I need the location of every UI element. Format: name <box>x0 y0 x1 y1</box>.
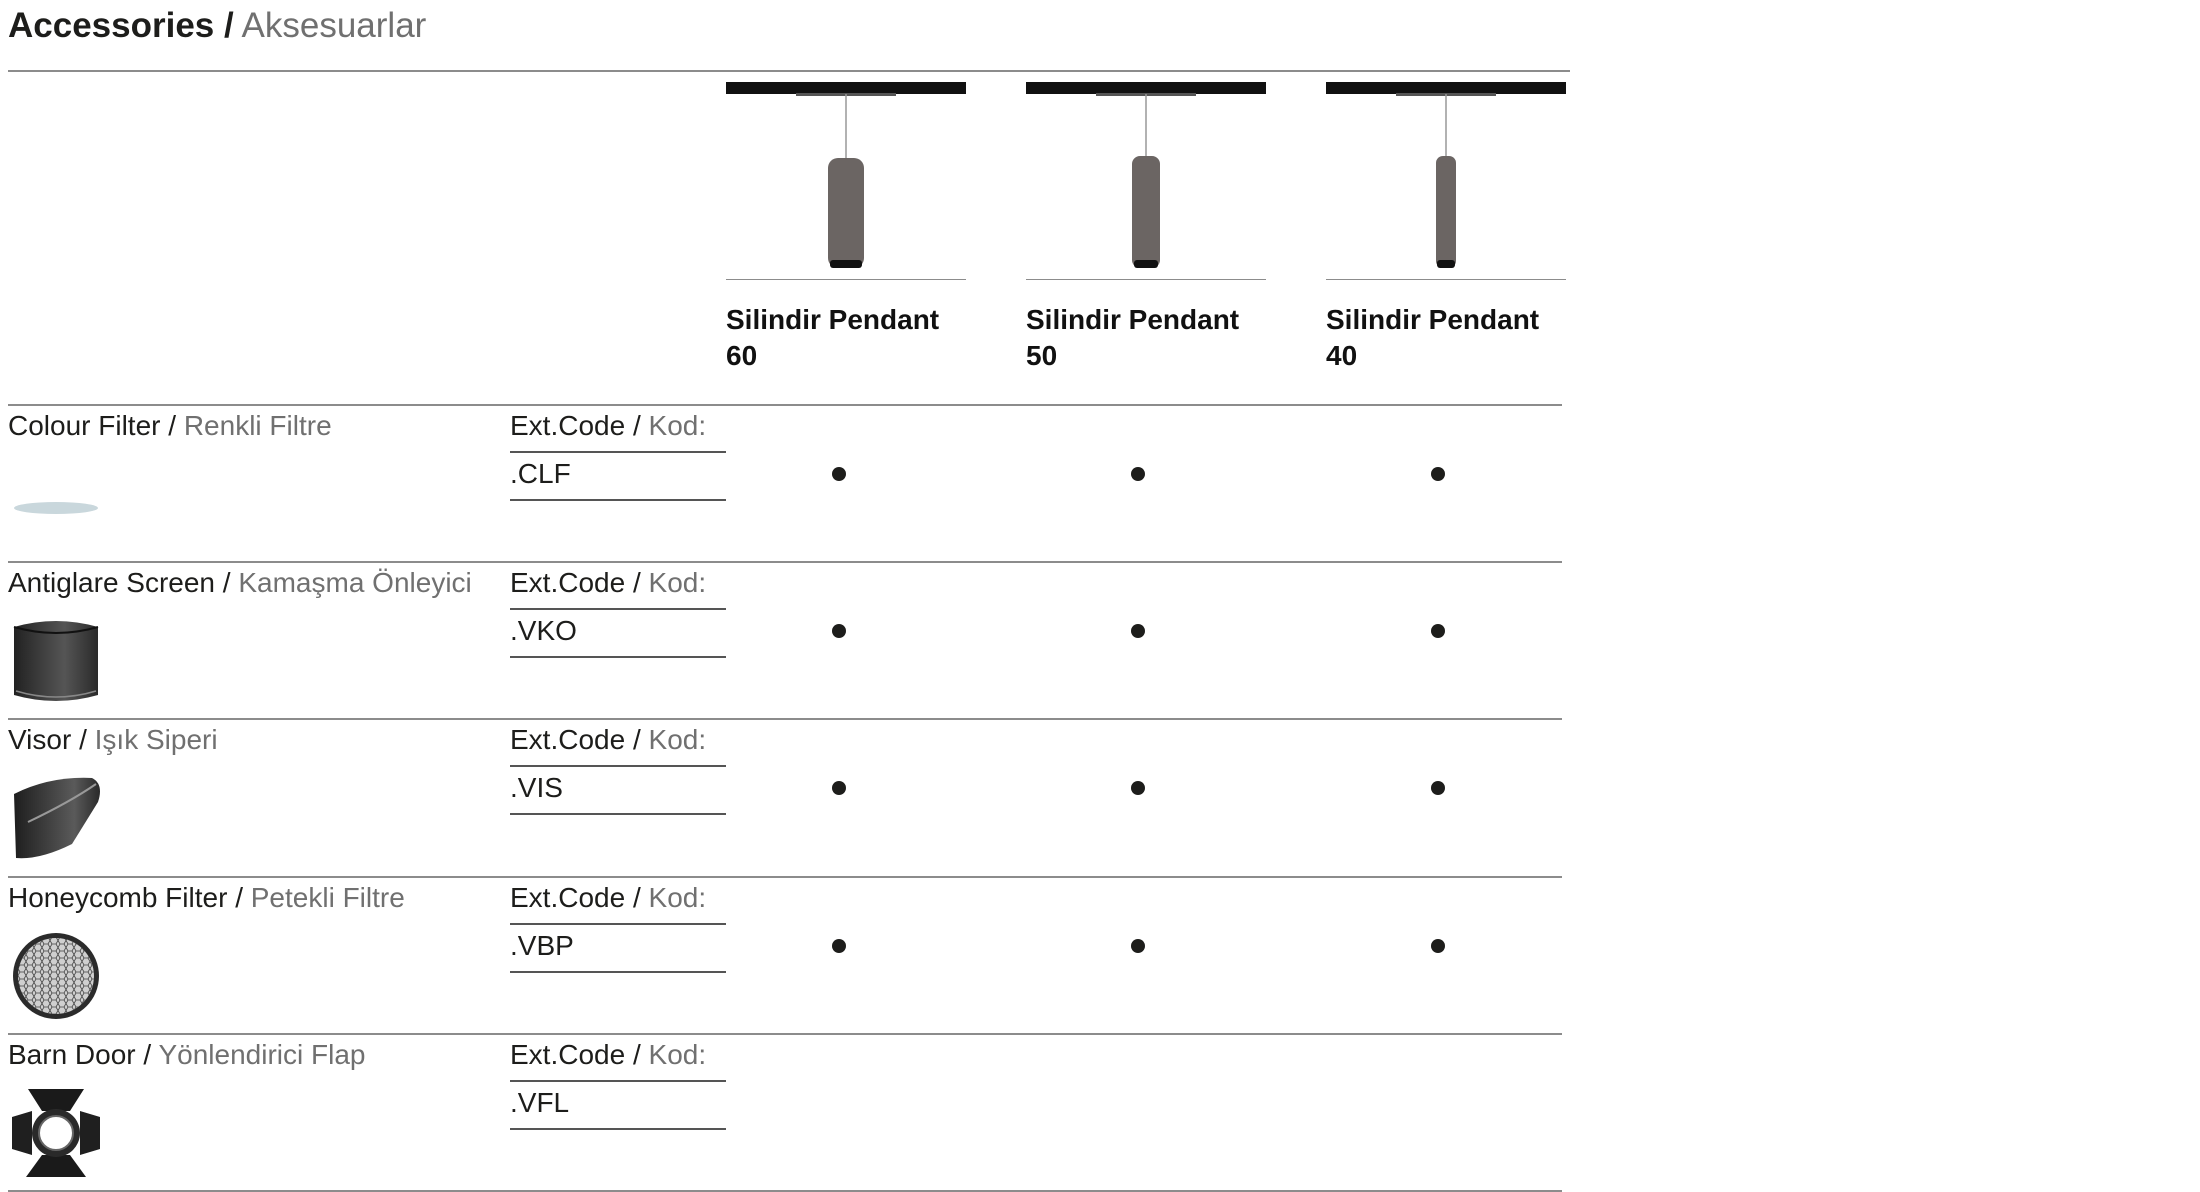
accessory-name <box>8 882 405 914</box>
compatibility-dot-40 <box>1431 624 1445 638</box>
compatibility-dot-60 <box>832 624 846 638</box>
product-name: Silindir Pendant <box>1026 304 1240 335</box>
accessory-row-visor <box>0 720 1562 877</box>
ext-code-en: Ext.Code <box>510 567 626 598</box>
name-separator: / <box>168 410 177 441</box>
header-divider <box>8 70 1570 72</box>
title-separator: / <box>224 6 234 45</box>
ext-code-separator: / <box>632 882 641 913</box>
accessory-row-honeycomb-filter <box>0 878 1562 1035</box>
visor-icon <box>10 772 102 864</box>
accessory-name <box>8 410 332 442</box>
ext-code-tr: Kod: <box>648 724 707 755</box>
code-underline <box>510 923 726 925</box>
ext-code-separator: / <box>632 567 641 598</box>
accessory-name-tr: Renkli Filtre <box>183 410 332 441</box>
accessory-row-barn-door <box>0 1035 1562 1192</box>
ext-code-label <box>510 724 706 756</box>
page-title <box>8 6 426 46</box>
accessory-name-tr: Kamaşma Önleyici <box>238 567 472 598</box>
compatibility-dot-50 <box>1131 467 1145 481</box>
accessory-name-tr: Işık Siperi <box>94 724 218 755</box>
code-underline <box>510 1080 726 1082</box>
ext-code-separator: / <box>632 724 641 755</box>
pendant-40-image <box>1326 80 1566 280</box>
ext-code-label <box>510 410 706 442</box>
accessory-name <box>8 1039 365 1071</box>
code-underline <box>510 499 726 501</box>
code-underline <box>510 813 726 815</box>
compatibility-dot-60 <box>832 939 846 953</box>
title-tr: Aksesuarlar <box>241 6 427 45</box>
accessory-name-en: Barn Door <box>8 1039 136 1070</box>
ext-code-label <box>510 882 706 914</box>
ext-code-en: Ext.Code <box>510 1039 626 1070</box>
ext-code-value: .VBP <box>510 930 574 961</box>
compatibility-dot-50 <box>1131 781 1145 795</box>
accessory-name <box>8 567 472 599</box>
accessory-name <box>8 724 218 756</box>
product-size: 50 <box>1026 340 1058 371</box>
product-size: 60 <box>726 340 758 371</box>
product-name-40 <box>1326 302 1539 374</box>
compatibility-dot-60 <box>832 467 846 481</box>
code-underline <box>510 765 726 767</box>
accessory-name-en: Honeycomb Filter <box>8 882 228 913</box>
accessory-row-colour-filter <box>0 406 1562 563</box>
antiglare-screen-icon <box>10 615 102 707</box>
code-underline <box>510 1128 726 1130</box>
compatibility-dot-60 <box>832 781 846 795</box>
title-en: Accessories <box>8 6 215 45</box>
accessory-name-en: Antiglare Screen <box>8 567 216 598</box>
accessory-name-tr: Petekli Filtre <box>250 882 405 913</box>
product-name: Silindir Pendant <box>1326 304 1540 335</box>
ext-code-tr: Kod: <box>648 410 707 441</box>
compatibility-dot-50 <box>1131 939 1145 953</box>
ext-code-label <box>510 1039 706 1071</box>
name-separator: / <box>222 567 231 598</box>
ext-code-tr: Kod: <box>648 567 707 598</box>
ext-code-value: .CLF <box>510 458 571 489</box>
code-underline <box>510 608 726 610</box>
pendant-60-image <box>726 80 966 280</box>
code-underline <box>510 971 726 973</box>
colour-filter-icon <box>10 458 102 550</box>
name-separator: / <box>235 882 243 913</box>
product-name-60 <box>726 302 939 374</box>
ext-code-separator: / <box>632 410 641 441</box>
accessory-row-antiglare-screen <box>0 563 1562 720</box>
accessory-name-tr: Yönlendirici Flap <box>158 1039 366 1070</box>
product-name-50 <box>1026 302 1239 374</box>
ext-code-tr: Kod: <box>648 1039 707 1070</box>
name-separator: / <box>143 1039 152 1070</box>
code-underline <box>510 451 726 453</box>
honeycomb-filter-icon <box>10 930 102 1022</box>
barn-door-icon <box>10 1087 102 1179</box>
compatibility-dot-40 <box>1431 467 1445 481</box>
compatibility-dot-50 <box>1131 624 1145 638</box>
ext-code-value: .VIS <box>510 772 563 803</box>
ext-code-value: .VKO <box>510 615 577 646</box>
compatibility-dot-40 <box>1431 781 1445 795</box>
code-underline <box>510 656 726 658</box>
name-separator: / <box>79 724 87 755</box>
accessory-name-en: Visor <box>8 724 72 755</box>
accessory-name-en: Colour Filter <box>8 410 161 441</box>
ext-code-tr: Kod: <box>648 882 707 913</box>
ext-code-separator: / <box>632 1039 641 1070</box>
ext-code-label <box>510 567 706 599</box>
product-name: Silindir Pendant <box>726 304 940 335</box>
ext-code-en: Ext.Code <box>510 410 626 441</box>
ext-code-value: .VFL <box>510 1087 570 1118</box>
compatibility-dot-40 <box>1431 939 1445 953</box>
product-size: 40 <box>1326 340 1358 371</box>
pendant-50-image <box>1026 80 1266 280</box>
ext-code-en: Ext.Code <box>510 724 626 755</box>
ext-code-en: Ext.Code <box>510 882 626 913</box>
